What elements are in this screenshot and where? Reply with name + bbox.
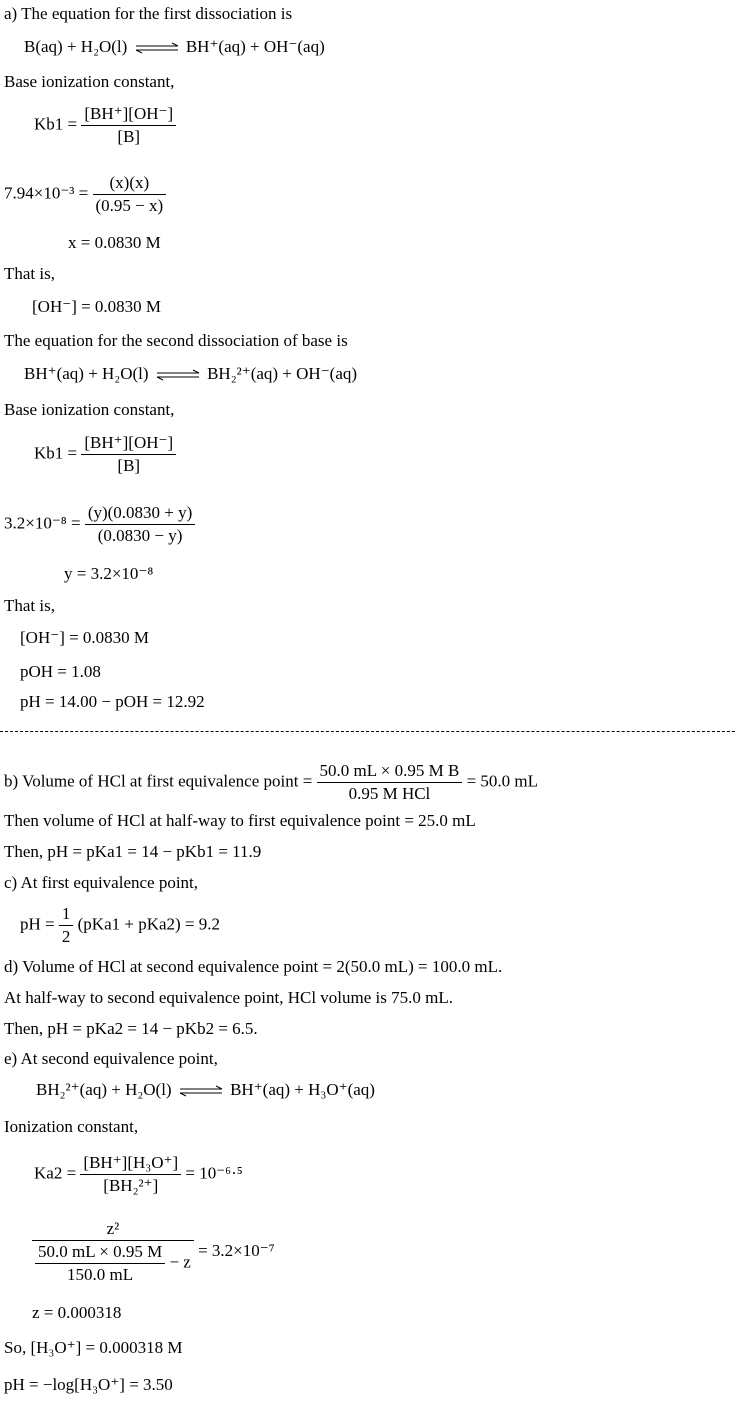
part-a-intro: a) The equation for the first dissociation is: [4, 4, 293, 23]
poh-value: pOH = 1.08: [20, 662, 101, 681]
base-ionization-label: Base ionization constant,: [4, 72, 175, 91]
kb1-denominator-2: [B]: [117, 456, 141, 475]
part-e-intro: e) At second equivalence point,: [4, 1049, 218, 1068]
part-c-ph-rhs: (pKa1 + pKa2) = 9.2: [77, 914, 221, 934]
kb1-expression-2: [34, 432, 176, 477]
part-c-ph-lhs: pH =: [20, 914, 55, 934]
z-den-numerator: 50.0 mL × 0.95 M: [35, 1241, 165, 1264]
y-value: y = 3.2×10⁻⁸: [64, 564, 154, 583]
part-b-denominator: 0.95 M HCl: [348, 784, 431, 803]
equation3-rhs: BH⁺(aq) + H₃O⁺(aq): [230, 1080, 375, 1099]
kb1-lhs-2: Kb1 =: [34, 443, 78, 463]
part-c-ph: [20, 903, 220, 948]
ph-value-e: pH = −log[H₃O⁺] = 3.50: [4, 1375, 173, 1394]
second-dissociation-intro: The equation for the second dissociation of base is: [4, 331, 348, 350]
kb1-numerator-2: [BH⁺][OH⁻]: [81, 432, 176, 455]
section-divider: [0, 731, 735, 732]
equation-second-dissociation: [24, 364, 357, 384]
part-d-volume: d) Volume of HCl at second equivalence point = 2(50.0 mL) = 100.0 mL.: [4, 957, 503, 976]
equation-second-equivalence: [36, 1080, 375, 1100]
part-b-result: = 50.0 mL: [466, 771, 539, 791]
ka2-rhs: = 10⁻⁶·⁵: [185, 1163, 243, 1183]
oh-concentration-2: [OH⁻] = 0.0830 M: [20, 628, 150, 647]
ka2-denominator: [BH₂²⁺]: [103, 1176, 159, 1195]
equation-rhs: BH⁺(aq) + OH⁻(aq): [185, 37, 325, 56]
part-c-intro: c) At first equivalence point,: [4, 873, 199, 892]
kb1-expression: [34, 103, 176, 148]
kb1-sub-denominator: (0.95 − x): [95, 196, 164, 215]
kb1-sub-numerator: (x)(x): [93, 172, 167, 195]
z-rhs: = 3.2×10⁻⁷: [198, 1240, 275, 1260]
equilibrium-arrow-icon: [178, 1085, 224, 1097]
kb1-sub-lhs: 7.94×10⁻³ =: [4, 183, 89, 203]
kb1-substitution: [4, 172, 166, 217]
that-is-2: That is,: [4, 596, 55, 615]
equation2-rhs: BH₂²⁺(aq) + OH⁻(aq): [207, 364, 358, 383]
that-is-1: That is,: [4, 264, 55, 283]
equation2-lhs: BH⁺(aq) + H₂O(l): [24, 364, 149, 383]
ka2-expression: [34, 1152, 243, 1197]
kb1-denominator: [B]: [117, 127, 141, 146]
part-b-half-way: Then volume of HCl at half-way to first equivalence point = 25.0 mL: [4, 811, 476, 830]
ph-value-a: pH = 14.00 − pOH = 12.92: [20, 692, 205, 711]
ionization-constant-label: Ionization constant,: [4, 1117, 139, 1136]
z-den-tail: − z: [169, 1252, 191, 1272]
oh-concentration-1: [OH⁻] = 0.0830 M: [32, 297, 162, 316]
equation-lhs: B(aq) + H₂O(l): [24, 37, 128, 56]
kb-sub2-numerator: (y)(0.0830 + y): [85, 502, 195, 525]
part-d-ph: Then, pH = pKa2 = 14 − pKb2 = 6.5.: [4, 1019, 258, 1038]
kb-substitution-2: [4, 502, 195, 547]
kb-sub2-denominator: (0.0830 − y): [97, 526, 183, 545]
equilibrium-arrow-icon: [155, 369, 201, 381]
equation3-lhs: BH₂²⁺(aq) + H₂O(l): [36, 1080, 172, 1099]
kb1-numerator: [BH⁺][OH⁻]: [81, 103, 176, 126]
equation-first-dissociation: [24, 37, 325, 57]
h3o-concentration: So, [H₃O⁺] = 0.000318 M: [4, 1338, 183, 1357]
part-b-numerator: 50.0 mL × 0.95 M B: [317, 760, 463, 783]
z-den-denominator: 150.0 mL: [67, 1265, 134, 1284]
z-value: z = 0.000318: [32, 1303, 122, 1322]
half-numerator: 1: [59, 903, 74, 926]
half-denominator: 2: [61, 927, 71, 946]
part-b-ph: Then, pH = pKa1 = 14 − pKb1 = 11.9: [4, 842, 262, 861]
z-denominator: [32, 1241, 194, 1286]
part-b-lead: b) Volume of HCl at first equivalence point =: [4, 771, 313, 791]
base-ionization-label-2: Base ionization constant,: [4, 400, 175, 419]
z-numerator: z²: [32, 1218, 194, 1241]
equilibrium-arrow-icon: [134, 42, 180, 54]
x-value: x = 0.0830 M: [68, 233, 161, 252]
part-d-half-way: At half-way to second equivalence point, HCl volume is 75.0 mL.: [4, 988, 453, 1007]
ka2-lhs: Ka2 =: [34, 1163, 77, 1183]
kb1-lhs: Kb1 =: [34, 114, 78, 134]
z-equation: [32, 1218, 275, 1286]
kb-sub2-lhs: 3.2×10⁻⁸ =: [4, 513, 81, 533]
ka2-numerator: [BH⁺][H₃O⁺]: [80, 1152, 181, 1175]
part-b-volume: [4, 760, 538, 805]
